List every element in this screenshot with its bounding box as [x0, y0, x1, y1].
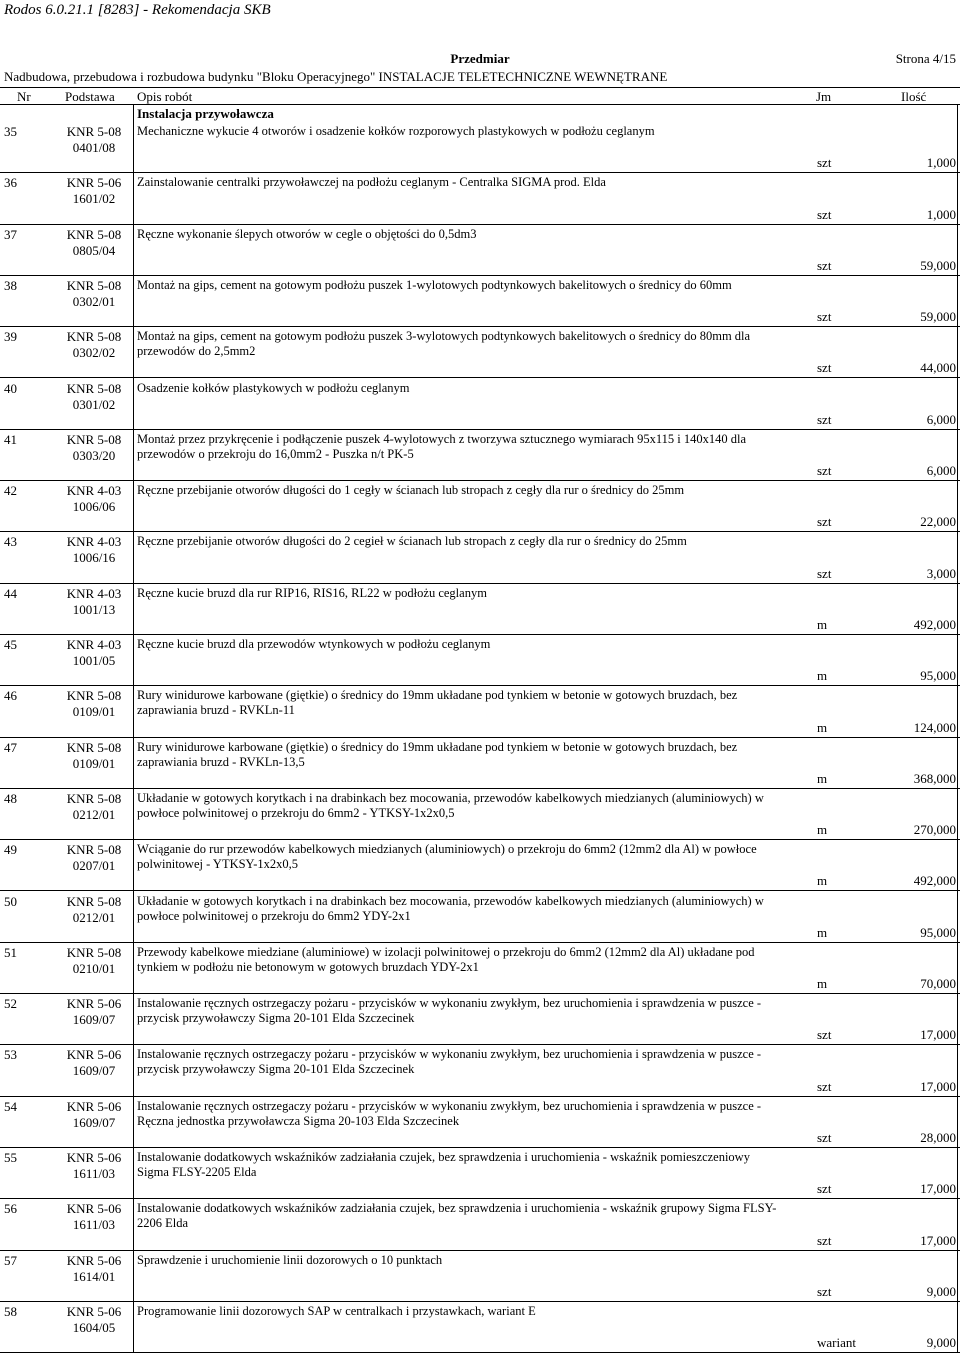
- table-row: [0, 584, 960, 635]
- row-source-position: 0207/01: [72, 858, 116, 874]
- row-source-code: KNR 5-08: [66, 790, 122, 806]
- row-description: Programowanie linii dozorowych SAP w centralkach i przystawkach, wariant E: [137, 1303, 536, 1318]
- row-number: 37: [4, 226, 17, 242]
- row-source: [62, 381, 126, 413]
- row-source-code: KNR 5-06: [66, 1047, 122, 1063]
- table-row: [0, 1199, 960, 1250]
- row-source-position: 0210/01: [72, 960, 116, 976]
- app-title: Rodos 6.0.21.1 [8283] - Rekomendacja SKB: [4, 2, 271, 18]
- table-row: [0, 532, 960, 583]
- row-unit: wariant: [817, 1335, 856, 1351]
- row-number: 57: [4, 1252, 17, 1268]
- row-quantity: 492,000: [913, 616, 956, 632]
- row-source: [62, 534, 126, 566]
- row-source: [62, 175, 126, 207]
- row-source-position: 0301/02: [72, 396, 116, 412]
- table-row: [0, 1097, 960, 1148]
- row-source-code: KNR 4-03: [66, 637, 122, 652]
- row-source: [62, 586, 126, 618]
- row-source: [62, 124, 126, 156]
- row-source-code: KNR 5-08: [66, 688, 122, 704]
- row-source-position: 1609/07: [72, 1114, 116, 1130]
- row-number: 56: [4, 1201, 17, 1217]
- row-source-position: 1601/02: [72, 191, 116, 207]
- table-row: [0, 635, 960, 686]
- row-description: Rury winidurowe karbowane (giętkie) o średnicy do 19mm układane pod tynkiem w betonie w gotowych bruzdach, bez zaprawiania bruzd - RVKLn-11: [137, 688, 738, 718]
- row-source-code: KNR 5-06: [66, 1252, 122, 1268]
- row-number: 48: [4, 790, 17, 806]
- row-number: 53: [4, 1047, 17, 1063]
- row-unit: szt: [817, 565, 832, 581]
- row-number: 54: [4, 1098, 17, 1114]
- row-description: Instalowanie ręcznych ostrzegaczy pożaru - przycisków w wykonaniu zwykłym, bez uruchomienia i sprawdzenia w puszce - Ręczna jednostka przywoławcza Sigma 20-103 Elda Szczecinek: [137, 1098, 762, 1128]
- row-quantity: 95,000: [920, 924, 956, 940]
- row-number: 58: [4, 1303, 17, 1319]
- table-row: [0, 122, 960, 173]
- row-unit: szt: [817, 360, 832, 376]
- row-unit: m: [817, 924, 828, 940]
- row-unit: m: [817, 719, 828, 735]
- row-source-position: 0401/08: [72, 140, 116, 155]
- row-source-position: 1609/07: [72, 1063, 116, 1079]
- row-number: 51: [4, 944, 17, 960]
- row-source-position: 0212/01: [72, 909, 116, 925]
- row-source-position: 0109/01: [72, 704, 116, 720]
- row-quantity: 368,000: [913, 770, 956, 786]
- row-source-position: 1001/13: [72, 601, 116, 617]
- row-quantity: 3,000: [926, 565, 956, 581]
- row-unit: m: [817, 616, 828, 632]
- row-quantity: 22,000: [920, 514, 956, 530]
- row-quantity: 9,000: [926, 1335, 956, 1351]
- row-description: Montaż na gips, cement na gotowym podłożu puszek 1-wylotowych podtynkowych bakelitowych o średnicy do 60mm: [137, 277, 732, 292]
- table-row: [0, 1251, 960, 1302]
- row-number: 41: [4, 431, 17, 447]
- row-source-code: KNR 5-06: [66, 1098, 122, 1114]
- row-source-code: KNR 5-08: [66, 124, 122, 139]
- row-source-code: KNR 5-08: [66, 842, 122, 858]
- table-row: [0, 738, 960, 789]
- page-number: Strona 4/15: [895, 51, 956, 66]
- row-source: [62, 945, 126, 977]
- row-source: [62, 227, 126, 259]
- row-description: Wciąganie do rur przewodów kabelkowych miedzianych (aluminiowych) o przekroju do 6mm2 (12mm2 dla Al) w powłoce polwinitowej - YTKSY-1x2x0,5: [137, 842, 757, 872]
- row-source: [62, 637, 126, 669]
- row-unit: szt: [817, 257, 832, 273]
- row-source-code: KNR 5-06: [66, 1303, 122, 1319]
- row-unit: szt: [817, 411, 832, 427]
- row-unit: szt: [817, 1129, 832, 1145]
- table-row: [0, 789, 960, 840]
- row-description: Montaż na gips, cement na gotowym podłożu puszek 3-wylotowych podtynkowych bakelitowych o średnicy do 80mm dla przewodów do 2,5mm2: [137, 329, 751, 359]
- row-quantity: 492,000: [913, 873, 956, 889]
- row-source-code: KNR 5-06: [66, 1150, 122, 1165]
- header-nr: Nr: [17, 89, 31, 104]
- table-row: [0, 840, 960, 891]
- row-source-position: 1006/06: [72, 499, 116, 515]
- row-description: Rury winidurowe karbowane (giętkie) o średnicy do 19mm układane pod tynkiem w betonie w gotowych bruzdach, bez zaprawiania bruzd - RVKLn-13,5: [137, 739, 738, 769]
- row-source-position: 0302/02: [72, 345, 116, 361]
- row-quantity: 28,000: [920, 1129, 956, 1145]
- table-row: [0, 173, 960, 224]
- row-source-position: 1001/05: [72, 653, 116, 668]
- row-source-position: 1609/07: [72, 1012, 116, 1028]
- row-source-position: 0212/01: [72, 806, 116, 822]
- row-quantity: 59,000: [920, 257, 956, 273]
- table-row: [0, 379, 960, 430]
- row-source: [62, 1304, 126, 1336]
- row-quantity: 44,000: [920, 360, 956, 376]
- row-source-code: KNR 5-08: [66, 226, 122, 242]
- row-number: 40: [4, 380, 17, 396]
- row-quantity: 59,000: [920, 309, 956, 325]
- row-source: [62, 894, 126, 926]
- document-title: Przedmiar: [450, 51, 510, 66]
- row-description: Montaż przez przykręcenie i podłączenie puszek 4-wylotowych z tworzywa sztucznego wymiarach 95x115 i 140x140 dla przewodów o przekroju do 16,0mm2 - Puszka n/t PK-5: [137, 431, 747, 461]
- row-unit: m: [817, 822, 828, 838]
- row-unit: szt: [817, 1283, 832, 1299]
- row-unit: m: [817, 976, 828, 992]
- section-title: Instalacja przywoławcza: [137, 106, 274, 121]
- table-row: [0, 994, 960, 1045]
- row-source: [62, 842, 126, 874]
- row-number: 55: [4, 1150, 17, 1165]
- row-unit: szt: [817, 1232, 832, 1248]
- row-description: Zainstalowanie centralki przywoławczej na podłożu ceglanym - Centralka SIGMA prod. Elda: [137, 175, 606, 190]
- row-unit: szt: [817, 1181, 832, 1197]
- row-source-code: KNR 5-08: [66, 893, 122, 909]
- table-header: [0, 87, 960, 105]
- table-row: [0, 892, 960, 943]
- row-quantity: 17,000: [920, 1078, 956, 1094]
- row-source-code: KNR 5-06: [66, 996, 122, 1012]
- row-unit: szt: [817, 1027, 832, 1043]
- row-source-code: KNR 5-08: [66, 329, 122, 345]
- row-number: 35: [4, 124, 17, 139]
- table-row: [0, 225, 960, 276]
- row-number: 44: [4, 585, 17, 601]
- row-quantity: 17,000: [920, 1232, 956, 1248]
- row-quantity: 124,000: [913, 719, 956, 735]
- row-source: [62, 1047, 126, 1079]
- project-name: Nadbudowa, przebudowa i rozbudowa budynku "Bloku Operacyjnego" INSTALACJE TELETECHNICZNE WEWNĘTRANE: [4, 69, 668, 84]
- row-unit: szt: [817, 463, 832, 479]
- row-source: [62, 688, 126, 720]
- row-number: 36: [4, 175, 17, 191]
- row-quantity: 6,000: [926, 411, 956, 427]
- row-unit: m: [817, 668, 828, 684]
- row-description: Ręczne kucie bruzd dla rur RIP16, RIS16, RL22 w podłożu ceglanym: [137, 585, 487, 600]
- row-quantity: 17,000: [920, 1027, 956, 1043]
- row-source-position: 0302/01: [72, 293, 116, 309]
- row-description: Instalowanie dodatkowych wskaźników zadziałania czujek, bez sprawdzenia i uruchomienia - wskaźnik grupowy Sigma FLSY-2206 Elda: [137, 1201, 777, 1231]
- row-source-position: 0303/20: [72, 447, 116, 463]
- row-number: 52: [4, 996, 17, 1012]
- row-source-code: KNR 5-06: [66, 175, 122, 191]
- row-description: Układanie w gotowych korytkach i na drabinkach bez mocowania, przewodów kabelkowych miedzianych (aluminiowych) w powłoce polwinitowej o przekroju do 6mm2 - YTKSY-1x2x0,5: [137, 790, 764, 820]
- row-source-position: 1006/16: [72, 550, 116, 566]
- row-source-position: 1604/05: [72, 1319, 116, 1335]
- row-source: [62, 483, 126, 515]
- row-description: Ręczne wykonanie ślepych otworów w cegle o objętości do 0,5dm3: [137, 226, 477, 241]
- row-source-position: 0805/04: [72, 242, 116, 258]
- row-number: 47: [4, 739, 17, 755]
- row-source-position: 0109/01: [72, 755, 116, 771]
- row-unit: m: [817, 770, 828, 786]
- row-description: Osadzenie kołków plastykowych w podłożu ceglanym: [137, 380, 410, 395]
- table-row: [0, 430, 960, 481]
- row-number: 46: [4, 688, 17, 704]
- row-source-position: 1611/03: [72, 1166, 116, 1181]
- header-podstawa: Podstawa: [65, 89, 115, 104]
- table-row: [0, 481, 960, 532]
- row-number: 50: [4, 893, 17, 909]
- row-quantity: 1,000: [926, 155, 956, 171]
- header-ilosc: Ilość: [901, 89, 927, 104]
- row-source-code: KNR 5-06: [66, 1201, 122, 1217]
- row-unit: szt: [817, 1078, 832, 1094]
- row-source-code: KNR 5-08: [66, 431, 122, 447]
- row-number: 39: [4, 329, 17, 345]
- row-source-code: KNR 4-03: [66, 483, 122, 499]
- row-source: [62, 432, 126, 464]
- table-row: [0, 327, 960, 378]
- row-unit: m: [817, 873, 828, 889]
- row-quantity: 17,000: [920, 1181, 956, 1197]
- row-number: 45: [4, 637, 17, 652]
- row-quantity: 1,000: [926, 206, 956, 222]
- row-source: [62, 1201, 126, 1233]
- table-row: [0, 1045, 960, 1096]
- row-unit: szt: [817, 206, 832, 222]
- row-source-code: KNR 4-03: [66, 534, 122, 550]
- row-quantity: 70,000: [920, 976, 956, 992]
- row-number: 49: [4, 842, 17, 858]
- row-unit: szt: [817, 514, 832, 530]
- row-description: Ręczne przebijanie otworów długości do 1 cegły w ścianach lub stropach z cegły dla rur o średnicy do 25mm: [137, 483, 685, 498]
- row-description: Instalowanie ręcznych ostrzegaczy pożaru - przycisków w wykonaniu zwykłym, bez uruchomienia i sprawdzenia w puszce - przycisk przywoławczy Sigma 20-101 Elda Szczecinek: [137, 1047, 762, 1077]
- row-quantity: 9,000: [926, 1283, 956, 1299]
- row-source: [62, 278, 126, 310]
- row-unit: szt: [817, 155, 832, 171]
- row-unit: szt: [817, 309, 832, 325]
- row-source-code: KNR 5-08: [66, 380, 122, 396]
- row-description: Ręczne kucie bruzd dla przewodów wtynkowych w podłożu ceglanym: [137, 637, 491, 651]
- row-description: Instalowanie dodatkowych wskaźników zadziałania czujek, bez sprawdzenia i uruchomienia - wskaźnik pomieszczeniowy Sigma FLSY-2205 Elda: [137, 1150, 750, 1179]
- row-number: 42: [4, 483, 17, 499]
- table-row: [0, 276, 960, 327]
- row-source-code: KNR 5-08: [66, 739, 122, 755]
- row-number: 43: [4, 534, 17, 550]
- row-source: [62, 1099, 126, 1131]
- row-description: Ręczne przebijanie otworów długości do 2 cegieł w ścianach lub stropach z cegły dla rur o średnicy do 25mm: [137, 534, 687, 549]
- row-description: Przewody kabelkowe miedziane (aluminiowe) w izolacji polwinitowej o przekroju do 6mm2 (12mm2 dla Al) układane pod tynkiem w podłożu nie betonowym w gotowych bruzdach YDY-2x1: [137, 944, 755, 974]
- row-description: Mechaniczne wykucie 4 otworów i osadzenie kołków rozporowych plastykowych w podłożu ceglanym: [137, 124, 655, 138]
- row-description: Instalowanie ręcznych ostrzegaczy pożaru - przycisków w wykonaniu zwykłym, bez uruchomienia i sprawdzenia w puszce - przycisk przywoławczy Sigma 20-101 Elda Szczecinek: [137, 996, 762, 1026]
- table-row: [0, 943, 960, 994]
- row-source: [62, 791, 126, 823]
- row-quantity: 270,000: [913, 822, 956, 838]
- row-quantity: 6,000: [926, 463, 956, 479]
- row-source: [62, 740, 126, 772]
- table-row: [0, 1148, 960, 1199]
- header-jm: Jm: [816, 89, 832, 104]
- header-opis: Opis robót: [137, 89, 193, 104]
- table-row: [0, 686, 960, 737]
- row-source: [62, 996, 126, 1028]
- row-description: Układanie w gotowych korytkach i na drabinkach bez mocowania, przewodów kabelkowych miedzianych (aluminiowych) w powłoce polwinitowej o przekroju do 6mm2 YDY-2x1: [137, 893, 764, 923]
- row-source-position: 1611/03: [72, 1217, 116, 1233]
- row-source: [62, 329, 126, 361]
- row-source-code: KNR 5-08: [66, 277, 122, 293]
- row-number: 38: [4, 277, 17, 293]
- table-row: [0, 1302, 960, 1353]
- row-source-position: 1614/01: [72, 1268, 116, 1284]
- row-description: Sprawdzenie i uruchomienie linii dozorowych o 10 punktach: [137, 1252, 443, 1267]
- row-source: [62, 1253, 126, 1285]
- row-source-code: KNR 5-08: [66, 944, 122, 960]
- row-source: [62, 1150, 126, 1182]
- row-source-code: KNR 4-03: [66, 585, 122, 601]
- row-quantity: 95,000: [920, 668, 956, 684]
